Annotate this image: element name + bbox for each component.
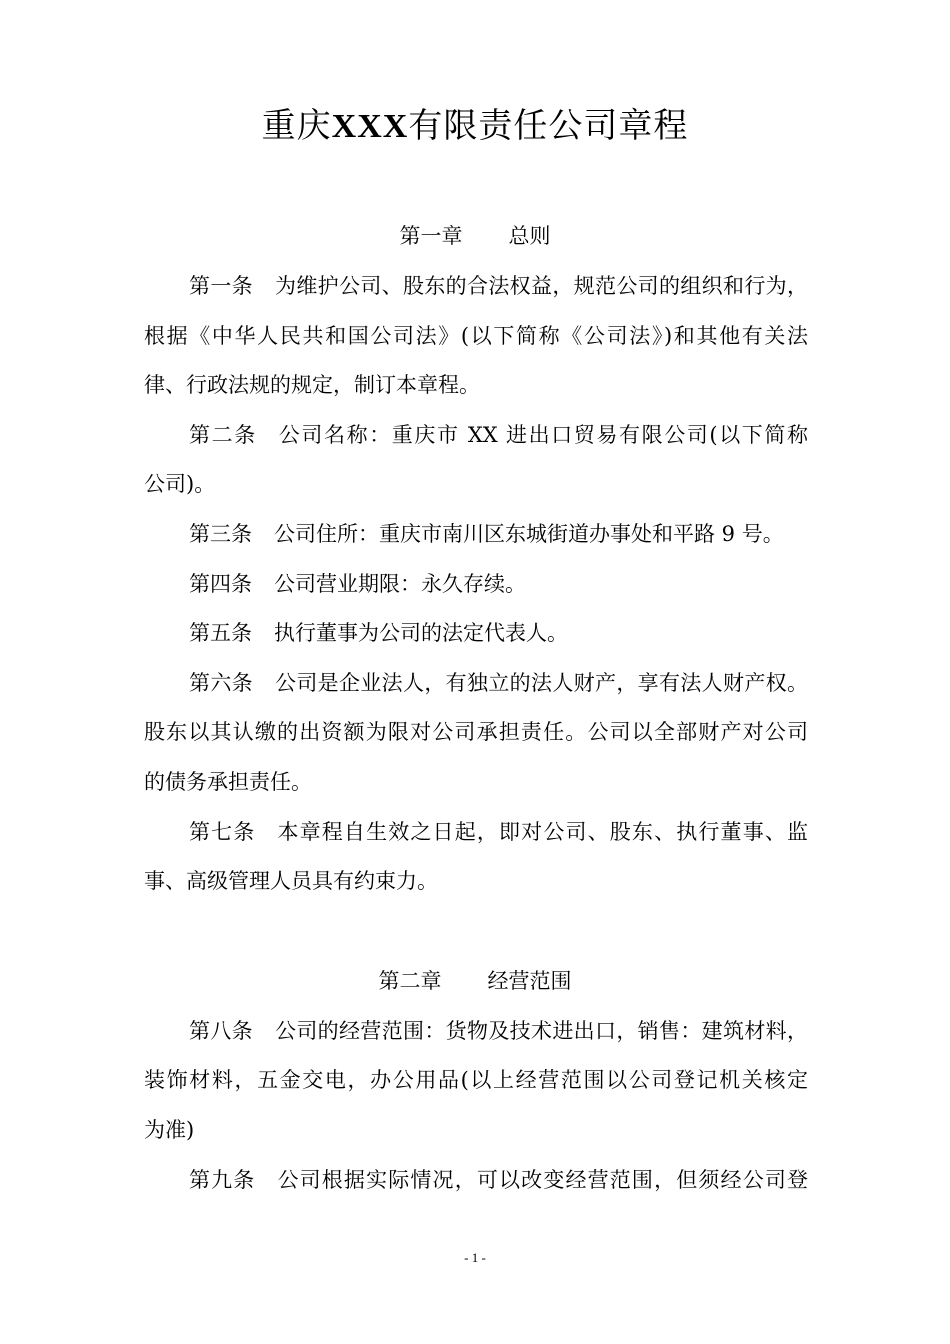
- article-3-text: 公司住所：重庆市南川区东城街道办事处和平路 9 号。: [274, 522, 784, 546]
- article-4-text: 公司营业期限：永久存续。: [274, 572, 526, 596]
- document-title: [0, 98, 950, 155]
- article-5-number: 第五条: [189, 621, 252, 645]
- article-8-line-1: [144, 1014, 808, 1048]
- article-8-line-3: 为准): [144, 1118, 195, 1142]
- article-6-line-2: 股东以其认缴的出资额为限对公司承担责任。公司以全部财产对公司: [144, 720, 808, 744]
- article-9-line-1: [144, 1163, 808, 1197]
- chapter-2-label: 第二章: [378, 969, 442, 993]
- article-5-text: 执行董事为公司的法定代表人。: [274, 621, 568, 645]
- article-1-line-1: [144, 269, 808, 303]
- article-8-text: 公司的经营范围：货物及技术进出口，销售：建筑材料，: [275, 1019, 808, 1043]
- article-1-number: 第一条: [189, 274, 253, 298]
- title-suffix: 有限责任公司章程: [408, 106, 689, 146]
- article-6-number: 第六条: [189, 671, 253, 695]
- article-8-number: 第八条: [189, 1019, 253, 1043]
- article-7-number: 第七条: [189, 820, 256, 844]
- article-3-number: 第三条: [189, 522, 252, 546]
- title-prefix: 重庆: [261, 106, 332, 146]
- article-2-text: 公司名称：重庆市 XX 进出口贸易有限公司(以下简称: [278, 423, 808, 447]
- article-9-text: 公司根据实际情况，可以改变经营范围，但须经公司登: [277, 1168, 809, 1192]
- article-6-line-1: [144, 666, 808, 700]
- chapter-2-heading: [0, 964, 950, 998]
- article-2-number: 第二条: [189, 423, 257, 447]
- article-8-line-2: 装饰材料，五金交电，办公用品(以上经营范围以公司登记机关核定: [144, 1068, 808, 1092]
- article-6-line-3: 的债务承担责任。: [144, 770, 312, 794]
- article-4-line-1: [144, 567, 808, 601]
- article-6-text: 公司是企业法人，有独立的法人财产，享有法人财产权。: [275, 671, 808, 695]
- article-2-line-1: [144, 418, 808, 452]
- chapter-2-name: 经营范围: [487, 969, 572, 993]
- page-number: - 1 -: [464, 1250, 486, 1265]
- chapter-1-heading: [0, 219, 950, 253]
- article-7-line-1: [144, 815, 808, 849]
- article-3-line-1: [144, 517, 808, 551]
- chapter-1-name: 总则: [508, 224, 551, 248]
- article-7-line-2: 事、高级管理人员具有约束力。: [144, 869, 438, 893]
- chapter-1-label: 第一章: [399, 224, 463, 248]
- article-9-number: 第九条: [189, 1168, 256, 1192]
- article-1-text: 为维护公司、股东的合法权益，规范公司的组织和行为，: [275, 274, 808, 298]
- article-7-text: 本章程自生效之日起，即对公司、股东、执行董事、监: [277, 820, 809, 844]
- title-company-placeholder: XXX: [331, 108, 409, 145]
- article-1-line-3: 律、行政法规的规定，制订本章程。: [144, 373, 480, 397]
- article-1-line-2: 根据《中华人民共和国公司法》(以下简称《公司法》)和其他有关法: [144, 324, 808, 348]
- article-2-line-2: 公司)。: [144, 472, 216, 496]
- article-5-line-1: [144, 616, 808, 650]
- article-4-number: 第四条: [189, 572, 252, 596]
